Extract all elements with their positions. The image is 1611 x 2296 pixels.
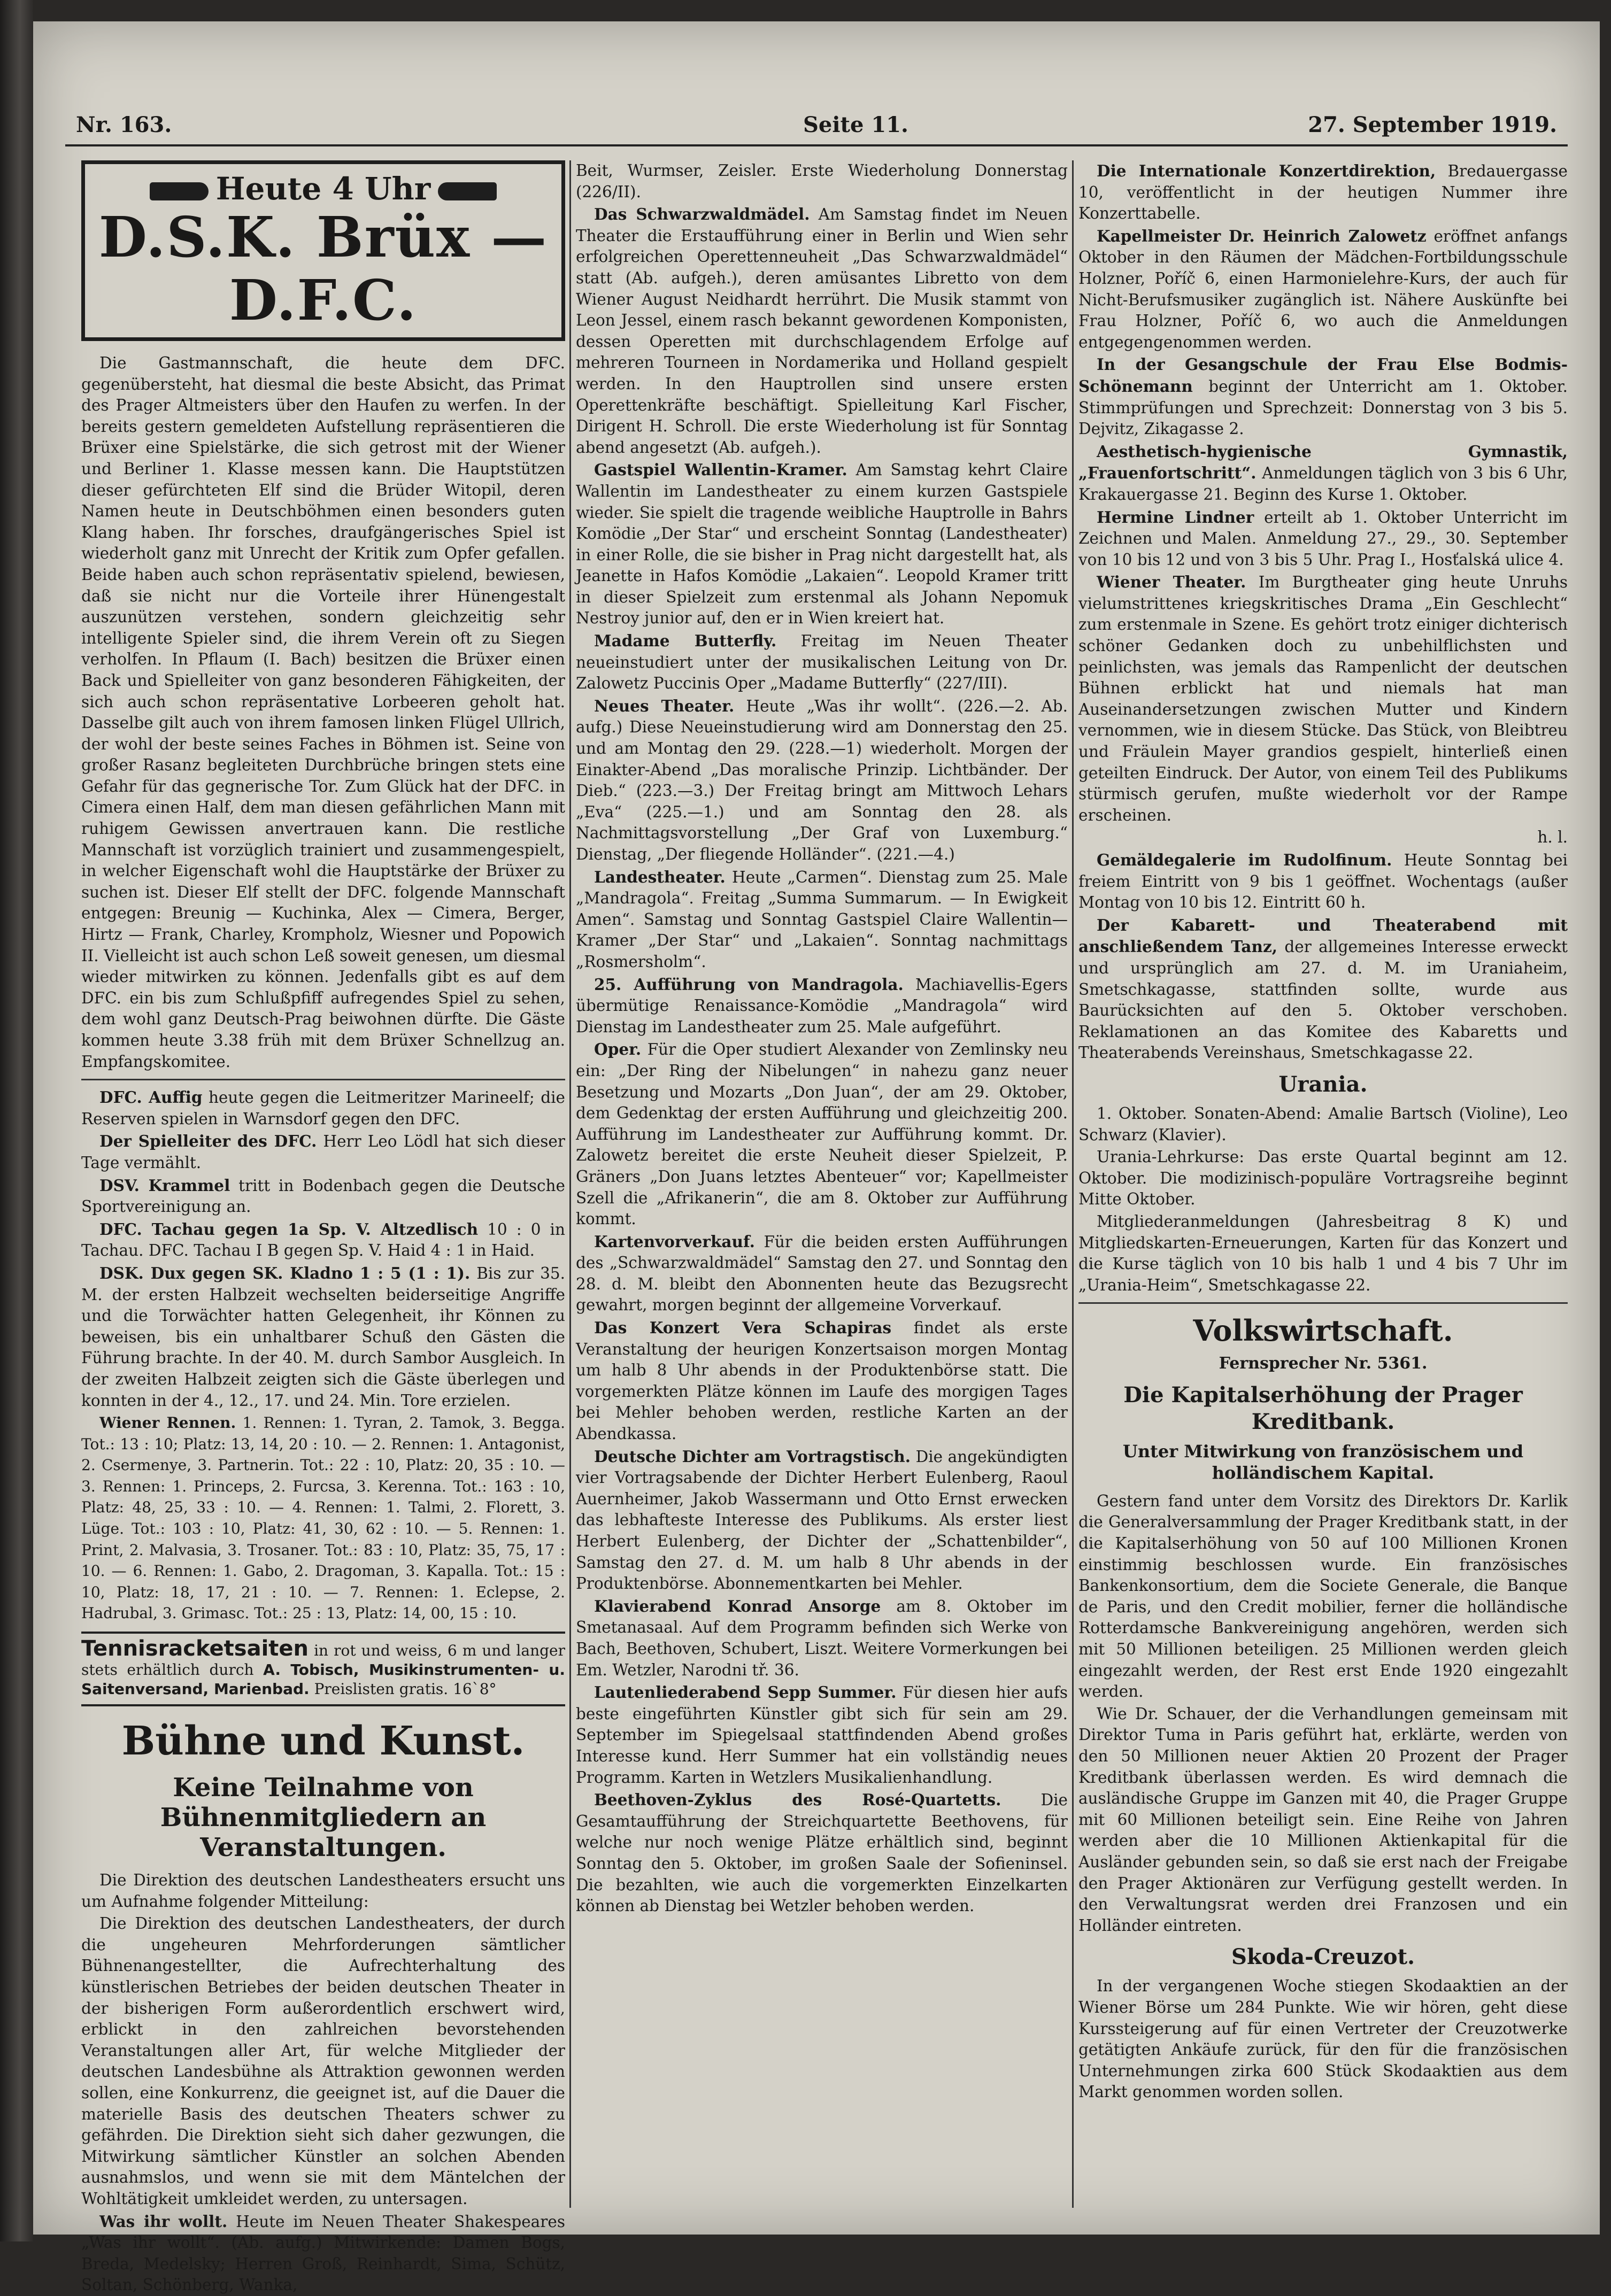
article-subline: Unter Mitwirkung von französischem und holländischem Kapital. — [1122, 1441, 1524, 1483]
ad-firm: A. Tobisch, Musikinstrumenten- u. Saitenversand, Marienbad. — [81, 1661, 565, 1698]
culture-item: In der Gesangschule der Frau Else Bodmis-Schönemann beginnt der Unterricht am 1. Oktober. Stimmprüfungen und Sprechzeit: Donnerstag von 3 bis 5. Dejvitz, Zikagasse 2. — [1078, 355, 1568, 438]
article-heading: Keine Teilnahme von Bühnenmitgliedern an Veranstaltungen. — [160, 1773, 487, 1863]
advertisement — [81, 1632, 565, 1706]
column-3 — [1078, 160, 1568, 2208]
sport-note: DSV. Krammel tritt in Bodenbach gegen die Deutsche Sportvereinigung an. — [81, 1176, 565, 1216]
ad-text: in rot und weiss, 6 m und langer stets erhältlich durch — [81, 1642, 565, 1679]
issue-date: 27. September 1919. — [1308, 112, 1557, 137]
urania-item: Urania-Lehrkurse: Das erste Quartal beginnt am 12. Oktober. Die modizinisch-populäre Vortragsreihe beginnt Mitte Oktober. — [1078, 1148, 1568, 1209]
sport-note: DSK. Dux gegen SK. Kladno 1 : 5 (1 : 1). Bis zur 35. M. der ersten Halbzeit wechselten beiderseitige Angriffe und die Torwächter hatten Gelegenheit, ihr Können zu beweisen, bis ein unhaltbarer Schuß den Gästen die Führung brachte. In der 40. M. durch Sambor Ausgleich. In der zweiten Halbzeit zeigten sich die Gäste überlegen und konnten in der 4., 12., 17. und 24. Min. Tore erzielen. — [81, 1263, 565, 1410]
ad-tail: Preislisten gratis. — [314, 1680, 449, 1698]
pointing-hand-icon — [150, 182, 209, 200]
section-heading-wirtschaft: Volkswirtschaft. — [1193, 1313, 1453, 1348]
banner-time: Heute 4 Uhr — [215, 171, 431, 207]
theater-item: Beethoven-Zyklus des Rosé-Quartetts. Die Gesamtaufführung der Streichquartette Beethovens, für welche nur noch wenige Plätze erhältlich sind, beginnt Sonntag den 5. Oktober, im großen Saale der Sofieninsel. Die bezahlten, wie auch die vorgemerkten Einzelkarten können ab Dienstag bei Wetzler behoben werden. — [576, 1790, 1068, 1915]
article-heading-skoda: Skoda-Creuzot. — [1231, 1944, 1415, 1970]
article-intro: Die Direktion des deutschen Landestheaters ersucht uns um Aufnahme folgender Mitteilung: — [81, 1871, 565, 1911]
theater-item: Deutsche Dichter am Vortragstisch. Die angekündigten vier Vortragsabende der Dichter Herbert Eulenberg, Raoul Auernheimer, Jakob Wassermann und Otto Ernst erwecken das lebhafteste Interesse des Publikums. Als erster liest Herbert Eulenberg, der Dichter der „Schattenbilder“, Samstag den 27. d. M. um halb 8 Uhr abends in der Produktenbörse. Abonnementkarten bei Mehler. — [576, 1447, 1068, 1593]
page-header — [65, 102, 1568, 146]
theater-item: Landestheater. Heute „Carmen“. Dienstag zum 25. Male „Mandragola“. Freitag „Summa Summarum. — In Ewigkeit Amen“. Samstag und Sonntag Gastspiel Claire Wallentin—Kramer „Der Star“ und „Lakaien“. Sonntag nachmittags „Rosmersholm“. — [576, 867, 1068, 971]
theater-item-continued: Beit, Wurmser, Zeisler. Erste Wiederholung Donnerstag (226/II). — [576, 161, 1068, 201]
theater-item: Das Schwarzwaldmädel. Am Samstag findet im Neuen Theater die Erstaufführung einer in Berlin und Wien sehr erfolgreichen Operettenneuheit „Das Schwarzwaldmädel“ statt (Ab. aufgeh.), deren amüsantes Libretto von dem Wiener August Neidhardt herrührt. Die Musik stammt von Leon Jessel, einem rasch bekannt gewordenen Komponisten, dessen Operetten mit durchschlagendem Erfolge auf mehreren Tourneen in Nordamerika und Holland gespielt werden. In den Hauptrollen sind unsere ersten Operettenkräfte beschäftigt. Spielleitung Karl Fischer, Dirigent H. Schroll. Die erste Wiederholung ist für Sonntag abend angesetzt (Ab. aufgeh.). — [576, 205, 1068, 457]
author-signature: h. l. — [1537, 828, 1568, 847]
match-banner — [81, 160, 565, 341]
theater-item: Klavierabend Konrad Ansorge am 8. Oktober im Smetanasaal. Auf dem Programm befinden sich Werke von Bach, Beethoven, Schubert, Liszt. Weitere Vormerkungen bei Em. Wetzler, Narodni tř. 36. — [576, 1596, 1068, 1679]
theater-item: Neues Theater. Heute „Was ihr wollt“. (226.—2. Ab. aufg.) Diese Neueinstudierung wird am Donnerstag den 25. und am Montag den 29. (228.—1) wiederholt. Morgen der Einakter-Abend „Das moralische Prinzip. Lichtbänder. Der Dieb.“ (223.—3.) Der Freitag bringt am Mittwoch Lehars „Eva“ (225.—1.) und am Sonntag den 28. als Nachmittagsvorstellung „Der Graf von Luxemburg.“ Dienstag, „Der fliegende Holländer“. (221.—4.) — [576, 696, 1068, 863]
column-2 — [576, 160, 1068, 2208]
divider — [1078, 1302, 1568, 1304]
ad-headline: Tennisracketsaiten — [81, 1636, 309, 1661]
culture-item: Kapellmeister Dr. Heinrich Zalowetz eröffnet anfangs Oktober in den Räumen der Mädchen-Fortbildungsschule Holzner, Poříč 6, einen Harmonielehre-Kurs, der auch für Nicht-Berufsmusiker zugänglich ist. Nähere Auskünfte bei Frau Holzner, Poříč 6, wo auch die Anmeldungen entgegengenommen werden. — [1078, 226, 1568, 351]
theater-item: Oper. Für die Oper studiert Alexander von Zemlinsky neu ein: „Der Ring der Nibelungen“ in nahezu ganz neuer Besetzung und Mozarts „Don Juan“, der am 29. Oktober, dem Gedenktag der ersten Aufführung und gleichzeitig 200. Aufführung im Landestheater zur Aufführung kommt. Dr. Zalowetz bereitet die erste Neuheit dieser Spielzeit, P. Gräners „Don Juans letztes Abenteuer“ vor; Kapellmeister Szell die „Afrikanerin“, die am 8. Oktober zur Aufführung kommt. — [576, 1040, 1068, 1228]
theater-item: Das Konzert Vera Schapiras findet als erste Veranstaltung der heurigen Konzertsaison morgen Montag um halb 8 Uhr abends in der Produktenbörse statt. Die vorgemerkten Plätze können im Laufe des morgigen Tages bei Mehler behoben werden, restliche Karten an der Abendkassa. — [576, 1318, 1068, 1443]
culture-item: Wiener Theater. Im Burgtheater ging heute Unruhs vielumstrittenes kriegskritisches Drama „Ein Geschlecht“ zum erstenmale in Szene. Es gehört trotz einiger dichterisch schöner Gedanken doch zu unbehilflichsten und peinlichsten, was jemals das Rampenlicht der deutschen Bühnen erblickt hat und niemals hat man Auseinandersetzungen zwischen Mutter und Kindern vernommen, wie in diesem Stücke. Das Stück, von Bleibtreu und Fräulein Mayer grandios gespielt, hinterließ einen geteilten Eindruck. Der Autor, von einem Teil des Publikums stürmisch gerufen, mußte wiederholt vor der Rampe erscheinen. — [1078, 573, 1568, 824]
culture-item: Gemäldegalerie im Rudolfinum. Heute Sonntag bei freiem Eintritt von 9 bis 1 geöffnet. Wochentags (außer Montag von 10 bis 12. Eintritt 60 h. — [1078, 851, 1568, 912]
banner-match: D.S.K. Brüx — D.F.C. — [98, 204, 548, 333]
newspaper-page — [33, 21, 1600, 2294]
phone-line: Fernsprecher Nr. 5361. — [1219, 1354, 1428, 1373]
sport-note: DFC. Tachau gegen 1a Sp. V. Altzedlisch 10 : 0 in Tachau. DFC. Tachau I B gegen Sp. V. Haid 4 : 1 in Haid. — [81, 1219, 565, 1260]
article-paragraph: Gestern fand unter dem Vorsitz des Direktors Dr. Karlik die Generalversammlung der Prager Kreditbank statt, in der die Kapitalserhöhung von 50 auf 100 Millionen Kronen einstimmig beschlossen wurde. Ein französisches Bankenkonsortium, dem die Societe Generale, die Banque de Paris, und den Credit mobilier, ferner die holländische Rotterdamsche Bankvereinigung angehören, werden sich mit 50 Millionen beteiligen. 25 Millionen werden gleich eingezahlt werden, der Rest erst Ende 1920 eingezahlt werden. — [1078, 1491, 1568, 1701]
scan-left-edge — [0, 0, 33, 2241]
theater-item: Kartenvorverkauf. Für die beiden ersten Aufführungen des „Schwarzwaldmädel“ Samstag den 27. und Sonntag den 28. d. M. bleibt den Abonnenten heute das Bezugsrecht gewahrt, morgen beginnt der allgemeine Vorverkauf. — [576, 1232, 1068, 1315]
culture-item: Der Kabarett- und Theaterabend mit anschließendem Tanz, der allgemeines Interesse erweckt und ursprünglich am 27. d. M. im Uraniaheim, Smetschkagasse, stattfinden sollte, wurde aus Baurücksichten auf den 5. Oktober verschoben. Reklamationen an das Komitee des Kabaretts und Theaterabends Vereinshaus, Smetschkagasse 22. — [1078, 915, 1568, 1062]
article-notice: Die Direktion des deutschen Landestheaters, der durch die ungeheuren Mehrforderungen sämtlicher Bühnenangestellter, die Aufrechterhaltung des künstlerischen Betriebes der beiden deutschen Theater in der bisherigen Form außerordentlich erschwert wird, erblickt in den zahlreichen bevorstehenden Veranstaltungen aller Art, für welche Mitglieder der deutschen Landesbühne als Attraktion gewonnen werden sollen, eine Konkurrenz, die geeignet ist, auf die Dauer die materielle Basis des deutschen Theaters schwer zu gefährden. Die Direktion sieht sich daher gezwungen, die Mitwirkung sämtlicher Künstler an solchen Abenden ausnahmslos, und wenn sie mit dem Mäntelchen der Wohltätigkeit umkleidet werden, zu untersagen. — [81, 1914, 565, 2208]
column-rule — [1072, 160, 1074, 2208]
article-paragraph: In der vergangenen Woche stiegen Skodaaktien an der Wiener Börse um 284 Punkte. Wie wir hören, geht diese Kurssteigerung auf für einen Vertreter der Creuzotwerke getätigten Ankäufe zurück, für den für die französischen Unternehmungen zirka 600 Stück Skodaaktien aus dem Markt genommen worden sollen. — [1078, 1977, 1568, 2101]
urania-item: 1. Oktober. Sonaten-Abend: Amalie Bartsch (Violine), Leo Schwarz (Klavier). — [1078, 1104, 1568, 1144]
culture-item: Aesthetisch-hygienische Gymnastik, „Frauenfortschritt“. Anmeldungen täglich von 3 bis 6 Uhr, Krakauergasse 21. Beginn des Kurse 1. Oktober. — [1078, 442, 1568, 504]
ad-code: 16`8° — [453, 1680, 497, 1698]
sport-note: DFC. Auffig heute gegen die Leitmeritzer Marineelf; die Reserven spielen in Warnsdorf gegen den DFC. — [81, 1088, 565, 1128]
section-heading-buehne: Bühne und Kunst. — [121, 1718, 525, 1765]
section-heading-urania: Urania. — [1278, 1071, 1368, 1097]
article-paragraph: Wie Dr. Schauer, der die Verhandlungen gemeinsam mit Direktor Tuma in Paris geführt hat, erklärte, werden von den 50 Millionen neuer Aktien 20 Prozent der Prager Kreditbank überlassen werden. Es wird demnach die ausländische Gruppe im Ganzen mit 40, die Prager Gruppe mit 60 Millionen beteiligt sein. Eine Reihe von Jahren werden aber die 10 Millionen Aktienkapital für die Ausländer gebunden sein, so daß sie erst nach der Freigabe den Prager Aktionären zur Verfügung gestellt werden. In den Verwaltungsrat werden drei Franzosen und ein Holländer eintreten. — [1078, 1704, 1568, 1935]
column-rule — [569, 160, 571, 2208]
theater-item: Gastspiel Wallentin-Kramer. Am Samstag kehrt Claire Wallentin im Landestheater zu einem kurzen Gastspiele wieder. Sie spielt die tragende weibliche Hauptrolle in Bahrs Komödie „Der Star“ und erscheint Sonntag (Landestheater) in einer Rolle, die sie bisher in Prag nicht dargestellt hat, als Jeanette in Hafos Komödie „Lakaien“. Leopold Kramer tritt in dieser Spielzeit zum erstenmal als Johann Nepomuk Nestroy junior auf, den er in Wien kreiert hat. — [576, 460, 1068, 628]
page-number: Seite 11. — [803, 112, 908, 137]
issue-number: Nr. 163. — [76, 112, 172, 137]
theater-item: Was ihr wollt. Heute im Neuen Theater Shakespeares „Was ihr wollt“. (Ab. aufg.) Mitwirkende: Damen Bogs, Breda, Medelsky; Herren Groß, Reinhardt, Sima, Schütz, Soltan, Schönberg, Wanka, — [81, 2212, 565, 2294]
match-preview: Die Gastmannschaft, die heute dem DFC. gegenübersteht, hat diesmal die beste Absicht, das Primat des Prager Altmeisters über den Haufen zu werfen. In der bereits gestern gemeldeten Aufstellung repräsentieren die Brüxer eine Spielstärke, die sich getrost mit der Wiener und Berliner 1. Klasse messen kann. Die Hauptstützen dieser gefürchteten Elf sind die Brüder Witopil, deren Namen heute in Deutschböhmen einen besonders guten Klang haben. Ihr forsches, draufgängerisches Spiel ist wiederholt ganz mit Unrecht der Kritik zum Opfer gefallen. Beide haben auch schon repräsentativ spielend, bewiesen, daß sie nicht nur die Vorteile ihrer Hünengestalt auszunützen verstehen, sondern gleichzeitig sehr intelligente Spieler sind, die ihrem Verein oft zu Siegen verholfen. In Pflaum (I. Bach) besitzen die Brüxer einen Back und Spielleiter von ganz besonderen Fähigkeiten, der sich auch schon repräsentative Lorbeeren geholt hat. Dasselbe gilt auch von ihrem famosen linken Flügel Ullrich, der wohl der beste seines Faches in Böhmen ist. Seine von großer Rasanz begleiteten Durchbrüche bringen stets eine Gefahr für das gegnerische Tor. Zum Glück hat der DFC. in Cimera einen Half, dem man diesen gefährlichen Mann mit ruhigem Gewissen anvertrauen kann. Die restliche Mannschaft ist vorzüglich trainiert und zusammengespielt, in welcher Eigenschaft wohl die Hauptstärke der Brüxer zu suchen ist. Dieser Elf stellt der DFC. folgende Mannschaft entgegen: Breunig — Kuchinka, Alex — Cimera, Berger, Hirtz — Frank, Charley, Krompholz, Wiesner und Popowich II. Vielleicht ist auch schon Leß soweit genesen, um diesmal wieder mitwirken zu können. Jedenfalls gibt es auf dem DFC. ein bis zum Schlußpfiff aufregendes Spiel zu sehen, dem wohl ganz Deutsch-Prag beiwohnen dürfte. Die Gäste kommen heute 3.38 früh mit dem Brüxer Schnellzug an. Empfangskomitee. — [81, 354, 565, 1071]
culture-item: Hermine Lindner erteilt ab 1. Oktober Unterricht im Zeichnen und Malen. Anmeldung 27., 29., 30. September von 10 bis 12 und von 3 bis 5 Uhr. Prag I., Hosťalská ulice 4. — [1078, 507, 1568, 569]
theater-item: 25. Aufführung von Mandragola. Machiavellis-Egers übermütige Renaissance-Komödie „Mandragola“ wird Dienstag im Landestheater zum 25. Male aufgeführt. — [576, 975, 1068, 1036]
sport-note: Der Spielleiter des DFC. Herr Leo Lödl hat sich dieser Tage vermählt. — [81, 1132, 565, 1172]
urania-item: Mitgliederanmeldungen (Jahresbeitrag 8 K) und Mitgliedskarten-Erneuerungen, Karten für das Konzert und die Kurse täglich von 10 bis halb 1 und 4 bis 7 Uhr im „Urania-Heim“, Smetschkagasse 22. — [1078, 1212, 1568, 1294]
culture-item: Die Internationale Konzertdirektion, Bredauergasse 10, veröffentlicht in der heutigen Nummer ihre Konzerttabelle. — [1078, 161, 1568, 223]
column-1 — [81, 160, 565, 2294]
divider — [81, 1079, 565, 1080]
theater-item: Lautenliederabend Sepp Summer. Für diesen hier aufs beste eingeführten Künstler gibt sich für sein am 29. September im Spiegelsaal stattfindenden Abend großes Interesse kund. Herr Summer hat ein vollständig neues Programm. Karten in Wetzlers Musikalienhandlung. — [576, 1683, 1068, 1787]
race-results: Wiener Rennen. 1. Rennen: 1. Tyran, 2. Tamok, 3. Begga. Tot.: 13 : 10; Platz: 13, 14, 20 : 10. — 2. Rennen: 1. Antagonist, 2. Csermenye, 3. Partnerin. Tot.: 22 : 10, Platz: 20, 35 : 10. — 3. Rennen: 1. Princeps, 2. Furcsa, 3. Kerenna. Tot.: 163 : 10, Platz: 48, 25, 33 : 10. — 4. Rennen: 1. Talmi, 2. Florett, 3. Lüge. Tot.: 103 : 10, Platz: 41, 30, 62 : 10. — 5. Rennen: 1. Print, 2. Malvasia, 3. Trosaner. Tot.: 83 : 10, Platz: 35, 75, 17 : 10. — 6. Rennen: 1. Gabo, 2. Dragoman, 3. Kapalla. Tot.: 15 : 10, Platz: 18, 17, 21 : 10. — 7. Rennen: 1. Eclepse, 2. Hadrubal, 3. Grimasc. Tot.: 25 : 13, Platz: 14, 00, 15 : 10. — [81, 1414, 565, 1622]
theater-item: Madame Butterfly. Freitag im Neuen Theater neueinstudiert unter der musikalischen Leitung von Dr. Zalowetz Puccinis Oper „Madame Butterfly“ (227/III). — [576, 631, 1068, 693]
pointing-hand-icon — [438, 182, 497, 200]
article-heading: Die Kapitalserhöhung der Prager Kreditbank. — [1123, 1382, 1523, 1434]
